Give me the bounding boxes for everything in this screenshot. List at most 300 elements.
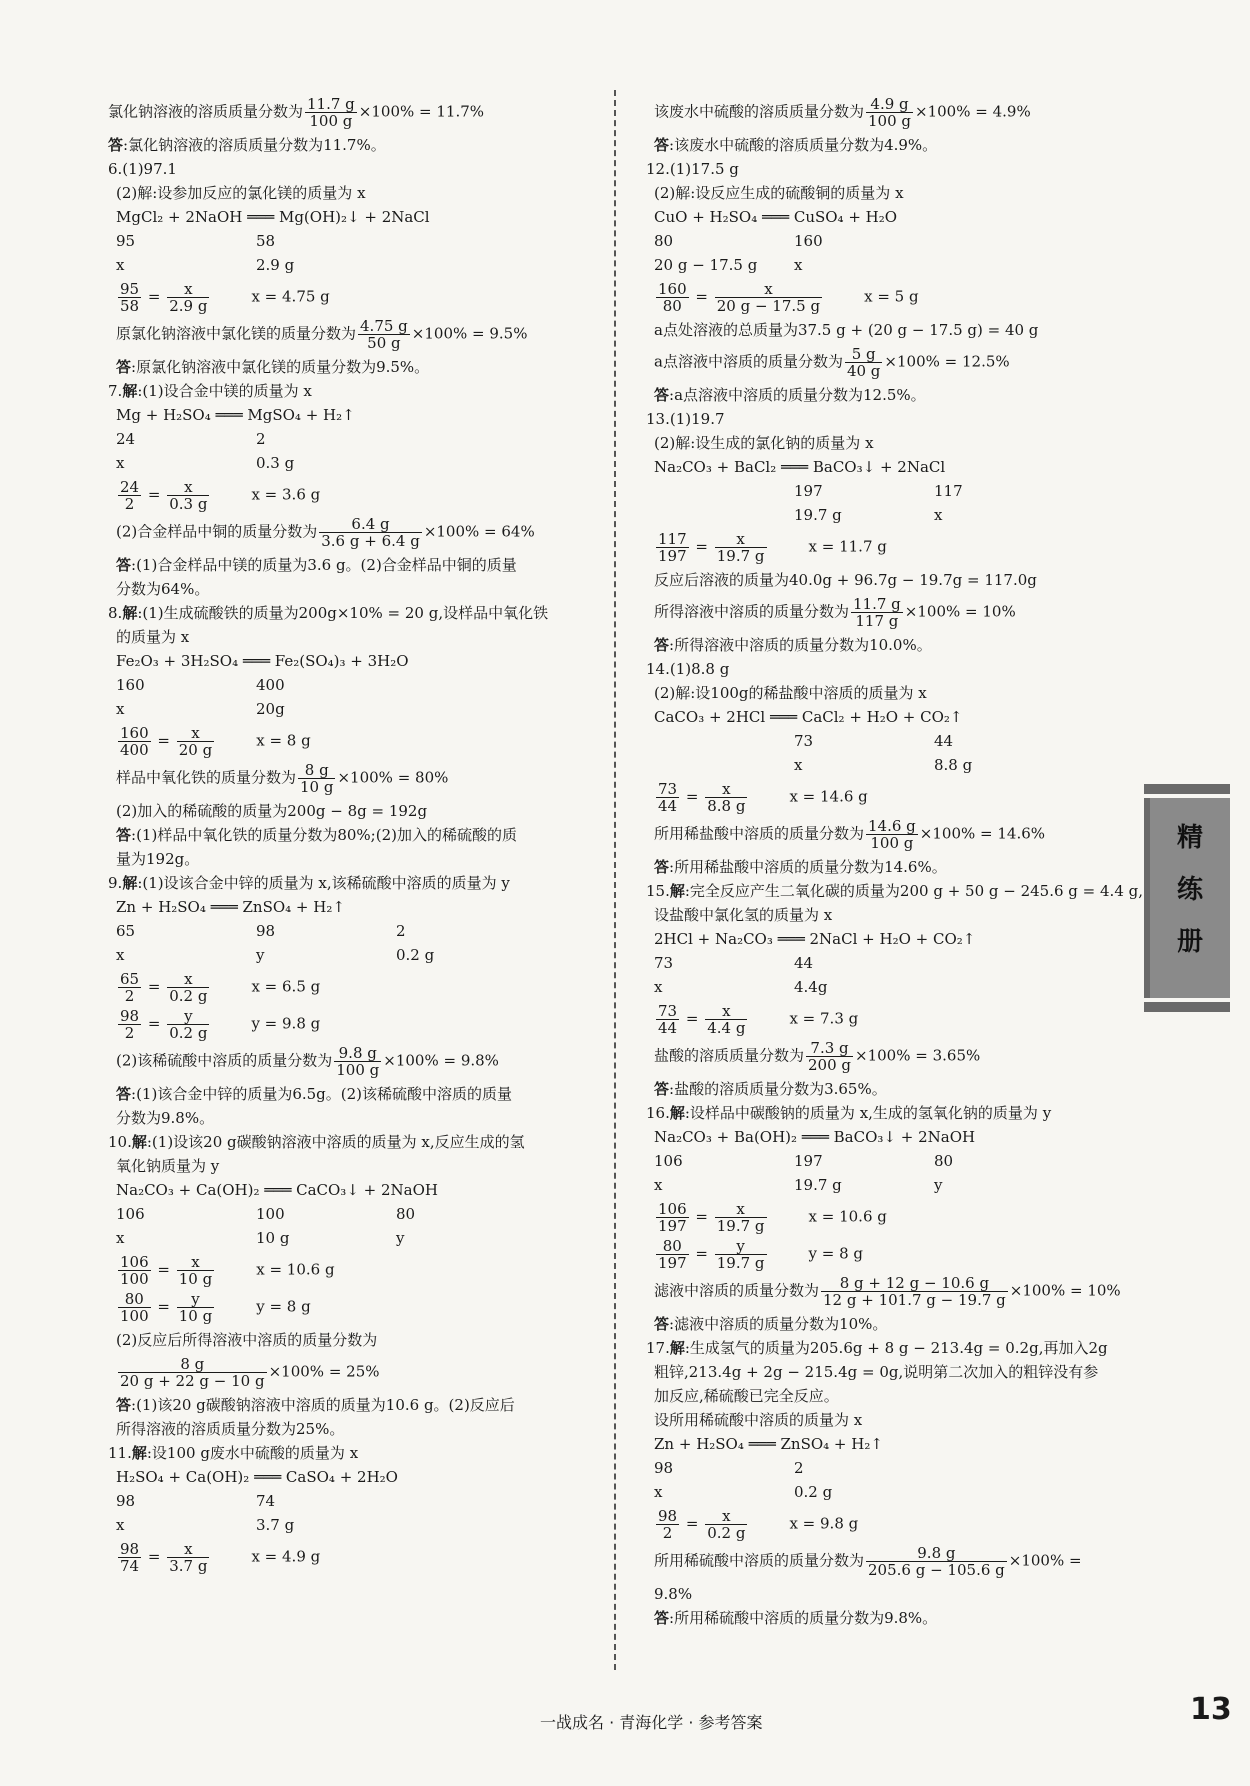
denominator: 100 g bbox=[870, 834, 914, 852]
numerator: 8 g + 12 g − 10.6 g bbox=[821, 1275, 1008, 1292]
result: y = 8 g bbox=[808, 1244, 864, 1263]
text-line: H₂SO₄ + Ca(OH)₂ ═══ CaSO₄ + 2H₂O bbox=[116, 1468, 398, 1486]
result: x = 11.7 g bbox=[808, 537, 887, 556]
text-line bbox=[646, 229, 1152, 253]
equation-value: 0.3 g bbox=[256, 454, 295, 472]
text-line: 16.解:设样品中碳酸钠的质量为 x,生成的氢氧化钠的质量为 y bbox=[646, 1104, 1052, 1122]
numerator: 14.6 g bbox=[868, 817, 916, 835]
denominator: 197 bbox=[658, 1217, 687, 1235]
side-tab-char: 练 bbox=[1176, 875, 1203, 905]
text-line: MgCl₂ + 2NaOH ═══ Mg(OH)₂↓ + 2NaCl bbox=[116, 208, 430, 226]
fraction bbox=[715, 1238, 767, 1271]
text-line: $\frac{73}{44}$ = $\frac{x}{8.8 g}$ x = 14.6 g bbox=[658, 780, 868, 815]
text-line: (2)解:设反应生成的硫酸铜的质量为 x bbox=[654, 184, 904, 202]
equation-value: 117 bbox=[934, 482, 963, 500]
numerator: 11.7 g bbox=[307, 95, 355, 113]
numerator: 106 bbox=[120, 1253, 149, 1271]
numerator: 106 bbox=[658, 1200, 687, 1218]
denominator: 19.7 g bbox=[716, 1254, 765, 1272]
denominator: 10 g bbox=[178, 1270, 213, 1288]
text-line: 13.(1)19.7 bbox=[646, 410, 725, 428]
text-line: 答:(1)合金样品中镁的质量为3.6 g。(2)合金样品中铜的质量 bbox=[116, 556, 517, 574]
text-line: 答:原氯化钠溶液中氯化镁的质量分数为9.5%。 bbox=[116, 358, 430, 376]
result: ×100% = 9.8% bbox=[383, 1051, 499, 1070]
fraction bbox=[705, 781, 747, 814]
equation-value: 2 bbox=[256, 430, 266, 448]
side-tab-label bbox=[1150, 812, 1230, 968]
text-line: (2)该稀硫酸中溶质的质量分数为 $\frac{9.8 g}{100 g}$ ×100% = 9.8% bbox=[116, 1044, 499, 1079]
numerator: y bbox=[167, 1008, 209, 1025]
denominator: 100 g bbox=[336, 1061, 380, 1079]
numerator: x bbox=[167, 1541, 209, 1558]
equation-value: 8.8 g bbox=[934, 756, 973, 774]
fraction bbox=[177, 1254, 214, 1287]
equation-value: 98 bbox=[256, 922, 276, 940]
equation-value: 19.7 g bbox=[794, 506, 842, 524]
denominator: 10 g bbox=[178, 1307, 213, 1325]
numerator: x bbox=[705, 1508, 747, 1525]
text-line: (2)合金样品中铜的质量分数为 $\frac{6.4 g}{3.6 g + 6.4 g}$ ×100% = 64% bbox=[116, 515, 535, 550]
text-line: $\frac{80}{197}$ = $\frac{y}{19.7 g}$ y = 8 g bbox=[658, 1237, 864, 1272]
numerator: 98 bbox=[658, 1507, 678, 1525]
text-line: (2)加入的稀硫酸的质量为200g − 8g = 192g bbox=[116, 802, 428, 820]
denominator: 100 bbox=[120, 1307, 149, 1325]
numerator: 7.3 g bbox=[806, 1040, 853, 1057]
denominator: 197 bbox=[658, 1254, 687, 1272]
text-line: Zn + H₂SO₄ ═══ ZnSO₄ + H₂↑ bbox=[116, 898, 345, 916]
text-line: (2)解:设参加反应的氯化镁的质量为 x bbox=[116, 184, 366, 202]
text-line: 答:所用稀盐酸中溶质的质量分数为14.6%。 bbox=[654, 858, 947, 876]
denominator: 19.7 g bbox=[716, 547, 765, 565]
fraction bbox=[305, 96, 357, 129]
denominator: 100 g bbox=[309, 112, 353, 130]
fraction bbox=[334, 1045, 381, 1078]
denominator: 200 g bbox=[808, 1056, 852, 1074]
numerator: 11.7 g bbox=[853, 595, 901, 613]
equation-value: 10 g bbox=[256, 1229, 290, 1247]
denominator: 205.6 g − 105.6 g bbox=[868, 1561, 1005, 1579]
text-line bbox=[646, 253, 1152, 277]
text-line: $\frac{65}{2}$ = $\frac{x}{0.2 g}$ x = 6.5 g bbox=[120, 970, 321, 1005]
denominator: 8.8 g bbox=[707, 797, 746, 815]
denominator: 0.3 g bbox=[169, 495, 208, 513]
fraction bbox=[118, 1008, 141, 1041]
equation-value: x bbox=[934, 506, 943, 524]
result: x = 3.6 g bbox=[251, 485, 321, 504]
text-line: 9.8% bbox=[654, 1585, 693, 1603]
fraction bbox=[821, 1275, 1008, 1308]
fraction bbox=[167, 479, 209, 512]
equation-value: 106 bbox=[654, 1152, 683, 1170]
equation-value: 98 bbox=[654, 1459, 674, 1477]
denominator: 74 bbox=[120, 1557, 140, 1575]
text-line: 所用稀硫酸中溶质的质量分数为 $\frac{9.8 g}{205.6 g - 105.6 g}$ ×100% = bbox=[654, 1544, 1082, 1579]
equation-value: x bbox=[654, 978, 663, 996]
equation-value: 197 bbox=[794, 1152, 823, 1170]
denominator: 2.9 g bbox=[169, 297, 208, 315]
numerator: 9.8 g bbox=[334, 1045, 381, 1062]
equation-value: 400 bbox=[256, 676, 285, 694]
fraction bbox=[167, 281, 209, 314]
fraction bbox=[656, 1238, 689, 1271]
text-line bbox=[646, 729, 1152, 753]
fraction bbox=[118, 1356, 267, 1389]
fraction bbox=[656, 1201, 689, 1234]
denominator: 50 g bbox=[367, 334, 401, 352]
denominator: 4.4 g bbox=[707, 1019, 746, 1037]
numerator: 160 bbox=[120, 724, 149, 742]
text-line: a点溶液中溶质的质量分数为 $\frac{5 g}{40 g}$ ×100% = 12.5% bbox=[654, 345, 1010, 380]
numerator: 5 g bbox=[845, 346, 882, 363]
numerator: 8 g bbox=[298, 762, 335, 779]
result: x = 5 g bbox=[864, 287, 919, 306]
text-line bbox=[108, 1356, 614, 1389]
fraction bbox=[705, 1508, 747, 1541]
result: x = 6.5 g bbox=[251, 977, 321, 996]
text-line: 答:该废水中硫酸的溶质质量分数为4.9%。 bbox=[654, 136, 938, 154]
fraction bbox=[656, 281, 689, 314]
text-line: 氧化钠质量为 y bbox=[116, 1157, 220, 1175]
text-line: 设盐酸中氯化氢的质量为 x bbox=[654, 906, 833, 924]
fraction bbox=[167, 1541, 209, 1574]
numerator: x bbox=[715, 531, 767, 548]
text-line: CaCO₃ + 2HCl ═══ CaCl₂ + H₂O + CO₂↑ bbox=[654, 708, 963, 726]
result: ×100% = 10% bbox=[904, 602, 1016, 621]
fraction bbox=[656, 1003, 679, 1036]
text-line bbox=[108, 427, 614, 451]
numerator: x bbox=[715, 1201, 767, 1218]
text-line: 答:氯化钠溶液的溶质质量分数为11.7%。 bbox=[108, 136, 386, 154]
denominator: 100 bbox=[120, 1270, 149, 1288]
text-line: $\frac{80}{100}$ = $\frac{y}{10 g}$ y = 8 g bbox=[120, 1290, 311, 1325]
text-line bbox=[108, 1226, 614, 1250]
column-divider bbox=[614, 90, 616, 1670]
text-line: 加反应,稀硫酸已完全反应。 bbox=[654, 1387, 839, 1405]
text-line bbox=[646, 951, 1152, 975]
equation-value: 100 bbox=[256, 1205, 285, 1223]
equation-value: x bbox=[654, 1176, 663, 1194]
result: x = 7.3 g bbox=[789, 1009, 859, 1028]
equation-value: 2 bbox=[794, 1459, 804, 1477]
equation-value: x bbox=[116, 700, 125, 718]
text-line: $\frac{73}{44}$ = $\frac{x}{4.4 g}$ x = 7.3 g bbox=[658, 1002, 859, 1037]
numerator: 24 bbox=[120, 478, 140, 496]
fraction bbox=[118, 479, 141, 512]
numerator: x bbox=[167, 479, 209, 496]
equation-value: 65 bbox=[116, 922, 136, 940]
text-line: 答:a点溶液中溶质的质量分数为12.5%。 bbox=[654, 386, 926, 404]
equation-value: x bbox=[116, 946, 125, 964]
side-tab-char: 册 bbox=[1176, 927, 1203, 957]
equation-value: 2 bbox=[396, 922, 406, 940]
result: ×100% = 9.5% bbox=[411, 324, 528, 343]
equation-value: y bbox=[396, 1229, 405, 1247]
denominator: 20 g + 22 g − 10 g bbox=[120, 1372, 265, 1390]
text-line: $\frac{24}{2}$ = $\frac{x}{0.3 g}$ x = 3.6 g bbox=[120, 478, 321, 513]
fraction bbox=[177, 1291, 214, 1324]
fraction bbox=[358, 318, 410, 351]
result: ×100% = 10% bbox=[1009, 1281, 1121, 1300]
text-line bbox=[108, 919, 614, 943]
fraction bbox=[656, 1508, 679, 1541]
equation-value: 19.7 g bbox=[794, 1176, 842, 1194]
text-line: $\frac{98}{2}$ = $\frac{x}{0.2 g}$ x = 9.8 g bbox=[658, 1507, 859, 1542]
fraction bbox=[866, 818, 918, 851]
footer-text: 一战成名 · 青海化学 · 参考答案 bbox=[540, 1713, 763, 1732]
text-line: 8.解:(1)生成硫酸铁的质量为200g×10% = 20 g,设样品中氧化铁 bbox=[108, 604, 549, 622]
equation-value: 98 bbox=[116, 1492, 136, 1510]
denominator: 40 g bbox=[846, 362, 881, 380]
fraction bbox=[715, 281, 822, 314]
numerator: x bbox=[167, 281, 209, 298]
fraction bbox=[705, 1003, 747, 1036]
result: ×100% = 25% bbox=[268, 1362, 380, 1381]
result: x = 10.6 g bbox=[808, 1207, 887, 1226]
side-tab-char: 精 bbox=[1176, 823, 1203, 853]
text-line: Na₂CO₃ + BaCl₂ ═══ BaCO₃↓ + 2NaCl bbox=[654, 458, 946, 476]
denominator: 58 bbox=[120, 297, 140, 315]
text-line bbox=[108, 673, 614, 697]
text-line: 原氯化钠溶液中氯化镁的质量分数为 $\frac{4.75 g}{50 g}$ ×100% = 9.5% bbox=[116, 317, 528, 352]
numerator: 4.9 g bbox=[866, 96, 913, 113]
text-line: 滤液中溶质的质量分数为 $\frac{8 g + 12 g - 10.6 g}{12 g + 101.7 g - 19.7 g}$ ×100% = 10% bbox=[654, 1274, 1121, 1309]
text-line: 粗锌,213.4g + 2g − 215.4g = 0g,说明第二次加入的粗锌没有参 bbox=[654, 1363, 1099, 1381]
text-line: 15.解:完全反应产生二氧化碳的质量为200 g + 50 g − 245.6 g = 4.4 g, bbox=[646, 882, 1144, 900]
denominator: 400 bbox=[120, 741, 149, 759]
denominator: 20 g bbox=[178, 741, 213, 759]
fraction bbox=[851, 596, 903, 629]
text-line: $\frac{160}{400}$ = $\frac{x}{20 g}$ x = 8 g bbox=[120, 724, 311, 759]
text-line: $\frac{160}{80}$ = $\frac{x}{20 g - 17.5 g}$ x = 5 g bbox=[658, 280, 919, 315]
text-line: $\frac{106}{100}$ = $\frac{x}{10 g}$ x = 10.6 g bbox=[120, 1253, 335, 1288]
result: y = 8 g bbox=[256, 1297, 311, 1316]
denominator: 0.2 g bbox=[169, 987, 208, 1005]
text-line: 盐酸的溶质质量分数为 $\frac{7.3 g}{200 g}$ ×100% = 3.65% bbox=[654, 1039, 981, 1074]
text-line: $\frac{98}{2}$ = $\frac{y}{0.2 g}$ y = 9.8 g bbox=[120, 1007, 321, 1042]
denominator: 2 bbox=[124, 1024, 135, 1042]
numerator: x bbox=[177, 725, 214, 742]
fraction bbox=[656, 781, 679, 814]
text-line bbox=[108, 697, 614, 721]
equation-value: x bbox=[794, 256, 803, 274]
text-line: a点处溶液的总质量为37.5 g + (20 g − 17.5 g) = 40 g bbox=[654, 321, 1039, 339]
fraction bbox=[118, 1254, 151, 1287]
result: ×100% = 12.5% bbox=[884, 352, 1010, 371]
denominator: 20 g − 17.5 g bbox=[716, 297, 821, 315]
left-column bbox=[108, 92, 614, 1578]
numerator: 98 bbox=[120, 1540, 140, 1558]
text-line: Na₂CO₃ + Ba(OH)₂ ═══ BaCO₃↓ + 2NaOH bbox=[654, 1128, 976, 1146]
text-line: 14.(1)8.8 g bbox=[646, 660, 730, 678]
text-line bbox=[108, 229, 614, 253]
equation-value: x bbox=[654, 1483, 663, 1501]
equation-value: x bbox=[116, 454, 125, 472]
denominator: 100 g bbox=[868, 112, 912, 130]
equation-value: 0.2 g bbox=[794, 1483, 833, 1501]
equation-value: 73 bbox=[654, 954, 674, 972]
fraction bbox=[656, 531, 689, 564]
equation-value: 106 bbox=[116, 1205, 145, 1223]
text-line: $\frac{95}{58}$ = $\frac{x}{2.9 g}$ x = 4.75 g bbox=[120, 280, 330, 315]
fraction bbox=[806, 1040, 853, 1073]
text-line: $\frac{106}{197}$ = $\frac{x}{19.7 g}$ x = 10.6 g bbox=[658, 1200, 887, 1235]
denominator: 44 bbox=[658, 1019, 678, 1037]
equation-value: 95 bbox=[116, 232, 136, 250]
equation-value: 44 bbox=[934, 732, 954, 750]
side-tab bbox=[1144, 798, 1230, 998]
text-line: 11.解:设100 g废水中硫酸的质量为 x bbox=[108, 1444, 359, 1462]
text-line bbox=[108, 1513, 614, 1537]
numerator: 117 bbox=[658, 530, 687, 548]
text-line: 答:盐酸的溶质质量分数为3.65%。 bbox=[654, 1080, 887, 1098]
text-line bbox=[646, 1173, 1152, 1197]
text-line: (2)反应后所得溶液中溶质的质量分数为 bbox=[116, 1331, 378, 1349]
text-line: 的质量为 x bbox=[116, 628, 190, 646]
equation-value: x bbox=[794, 756, 803, 774]
text-line: 答:滤液中溶质的质量分数为10%。 bbox=[654, 1315, 888, 1333]
text-line: 答:所用稀硫酸中溶质的质量分数为9.8%。 bbox=[654, 1609, 938, 1627]
result: ×100% = 3.65% bbox=[855, 1046, 981, 1065]
text-line: CuO + H₂SO₄ ═══ CuSO₄ + H₂O bbox=[654, 208, 898, 226]
equation-value: 0.2 g bbox=[396, 946, 435, 964]
numerator: y bbox=[177, 1291, 214, 1308]
fraction bbox=[167, 1008, 209, 1041]
text-line bbox=[108, 1489, 614, 1513]
text-line: 样品中氧化铁的质量分数为 $\frac{8 g}{10 g}$ ×100% = 80% bbox=[116, 761, 449, 796]
text-line: 答:(1)样品中氧化铁的质量分数为80%;(2)加入的稀硫酸的质 bbox=[116, 826, 517, 844]
text-line bbox=[646, 1480, 1152, 1504]
numerator: 95 bbox=[120, 280, 140, 298]
numerator: 80 bbox=[656, 1238, 689, 1255]
result: ×100% = 14.6% bbox=[919, 824, 1046, 843]
text-line: 量为192g。 bbox=[116, 850, 200, 868]
result: ×100% = 64% bbox=[423, 522, 535, 541]
text-line bbox=[108, 253, 614, 277]
numerator: 73 bbox=[658, 780, 678, 798]
text-line: 所得溶液的溶质质量分数为25%。 bbox=[116, 1420, 345, 1438]
text-line: 7.解:(1)设合金中镁的质量为 x bbox=[108, 382, 312, 400]
numerator: x bbox=[715, 281, 822, 298]
text-line: 6.(1)97.1 bbox=[108, 160, 177, 178]
text-line: $\frac{117}{197}$ = $\frac{x}{19.7 g}$ x = 11.7 g bbox=[658, 530, 887, 565]
fraction bbox=[118, 1541, 141, 1574]
equation-value: 80 bbox=[654, 232, 674, 250]
text-line: Mg + H₂SO₄ ═══ MgSO₄ + H₂↑ bbox=[116, 406, 355, 424]
result: ×100% = 11.7% bbox=[358, 102, 485, 121]
fraction bbox=[298, 762, 335, 795]
denominator: 2 bbox=[662, 1524, 673, 1542]
equation-value: 20 g − 17.5 g bbox=[654, 256, 758, 274]
fraction bbox=[167, 971, 209, 1004]
right-column bbox=[646, 92, 1152, 1630]
numerator: x bbox=[705, 1003, 747, 1020]
numerator: 9.8 g bbox=[866, 1545, 1007, 1562]
numerator: 98 bbox=[120, 1007, 140, 1025]
numerator: 65 bbox=[120, 970, 140, 988]
text-line: (2)解:设100g的稀盐酸中溶质的质量为 x bbox=[654, 684, 927, 702]
fraction bbox=[118, 1291, 151, 1324]
numerator: 8 g bbox=[118, 1356, 267, 1373]
equation-value: x bbox=[116, 256, 125, 274]
denominator: 2 bbox=[124, 495, 135, 513]
result: x = 4.75 g bbox=[251, 287, 330, 306]
result: x = 9.8 g bbox=[789, 1514, 859, 1533]
equation-value: 80 bbox=[934, 1152, 954, 1170]
text-line: 分数为9.8%。 bbox=[116, 1109, 215, 1127]
text-line: Fe₂O₃ + 3H₂SO₄ ═══ Fe₂(SO₄)₃ + 3H₂O bbox=[116, 652, 409, 670]
numerator: 4.75 g bbox=[360, 317, 408, 335]
fraction bbox=[845, 346, 882, 379]
numerator: 6.4 g bbox=[319, 516, 422, 533]
denominator: 3.6 g + 6.4 g bbox=[321, 532, 420, 550]
numerator: x bbox=[167, 971, 209, 988]
text-line: Zn + H₂SO₄ ═══ ZnSO₄ + H₂↑ bbox=[654, 1435, 883, 1453]
numerator: x bbox=[705, 781, 747, 798]
fraction bbox=[715, 531, 767, 564]
numerator: x bbox=[177, 1254, 214, 1271]
result: ×100% = 80% bbox=[337, 768, 449, 787]
denominator: 0.2 g bbox=[707, 1524, 746, 1542]
equation-value: 20g bbox=[256, 700, 285, 718]
fraction bbox=[866, 96, 913, 129]
denominator: 3.7 g bbox=[169, 1557, 208, 1575]
equation-value: 3.7 g bbox=[256, 1516, 295, 1534]
numerator: 73 bbox=[658, 1002, 678, 1020]
page-number: 13 bbox=[1190, 1692, 1232, 1727]
text-line: 氯化钠溶液的溶质质量分数为 $\frac{11.7 g}{100 g}$ ×100% = 11.7% bbox=[108, 95, 485, 130]
text-line bbox=[646, 479, 1152, 503]
denominator: 44 bbox=[658, 797, 678, 815]
text-line: 所得溶液中溶质的质量分数为 $\frac{11.7 g}{117 g}$ ×100% = 10% bbox=[654, 595, 1016, 630]
text-line bbox=[646, 753, 1152, 777]
fraction bbox=[118, 971, 141, 1004]
denominator: 80 bbox=[662, 297, 682, 315]
equation-value: 58 bbox=[256, 232, 276, 250]
text-line: 12.(1)17.5 g bbox=[646, 160, 739, 178]
equation-value: x bbox=[116, 1516, 125, 1534]
equation-value: 74 bbox=[256, 1492, 276, 1510]
denominator: 0.2 g bbox=[169, 1024, 208, 1042]
text-line bbox=[108, 451, 614, 475]
result: x = 14.6 g bbox=[789, 787, 868, 806]
text-line: 分数为64%。 bbox=[116, 580, 210, 598]
equation-value: 197 bbox=[794, 482, 823, 500]
text-line: 2HCl + Na₂CO₃ ═══ 2NaCl + H₂O + CO₂↑ bbox=[654, 930, 976, 948]
text-line: 答:(1)该20 g碳酸钠溶液中溶质的质量为10.6 g。(2)反应后 bbox=[116, 1396, 515, 1414]
equation-value: 2.9 g bbox=[256, 256, 295, 274]
denominator: 10 g bbox=[300, 778, 334, 796]
equation-value: 44 bbox=[794, 954, 814, 972]
denominator: 2 bbox=[124, 987, 135, 1005]
equation-value: x bbox=[116, 1229, 125, 1247]
numerator: 160 bbox=[658, 280, 687, 298]
text-line: 反应后溶液的质量为40.0g + 96.7g − 19.7g = 117.0g bbox=[654, 571, 1037, 589]
result: ×100% = 4.9% bbox=[915, 102, 1031, 121]
text-line bbox=[108, 943, 614, 967]
text-line: Na₂CO₃ + Ca(OH)₂ ═══ CaCO₃↓ + 2NaOH bbox=[116, 1181, 438, 1199]
result: x = 8 g bbox=[256, 731, 311, 750]
numerator: y bbox=[715, 1238, 767, 1255]
result: ×100% = bbox=[1008, 1551, 1082, 1570]
equation-value: 73 bbox=[794, 732, 814, 750]
text-line: 答:(1)该合金中锌的质量为6.5g。(2)该稀硫酸中溶质的质量 bbox=[116, 1085, 513, 1103]
denominator: 117 g bbox=[855, 612, 899, 630]
text-line: 答:所得溶液中溶质的质量分数为10.0%。 bbox=[654, 636, 932, 654]
equation-value: 24 bbox=[116, 430, 136, 448]
equation-value: 80 bbox=[396, 1205, 416, 1223]
text-line: 设所用稀硫酸中溶质的质量为 x bbox=[654, 1411, 863, 1429]
text-line: (2)解:设生成的氯化钠的质量为 x bbox=[654, 434, 874, 452]
